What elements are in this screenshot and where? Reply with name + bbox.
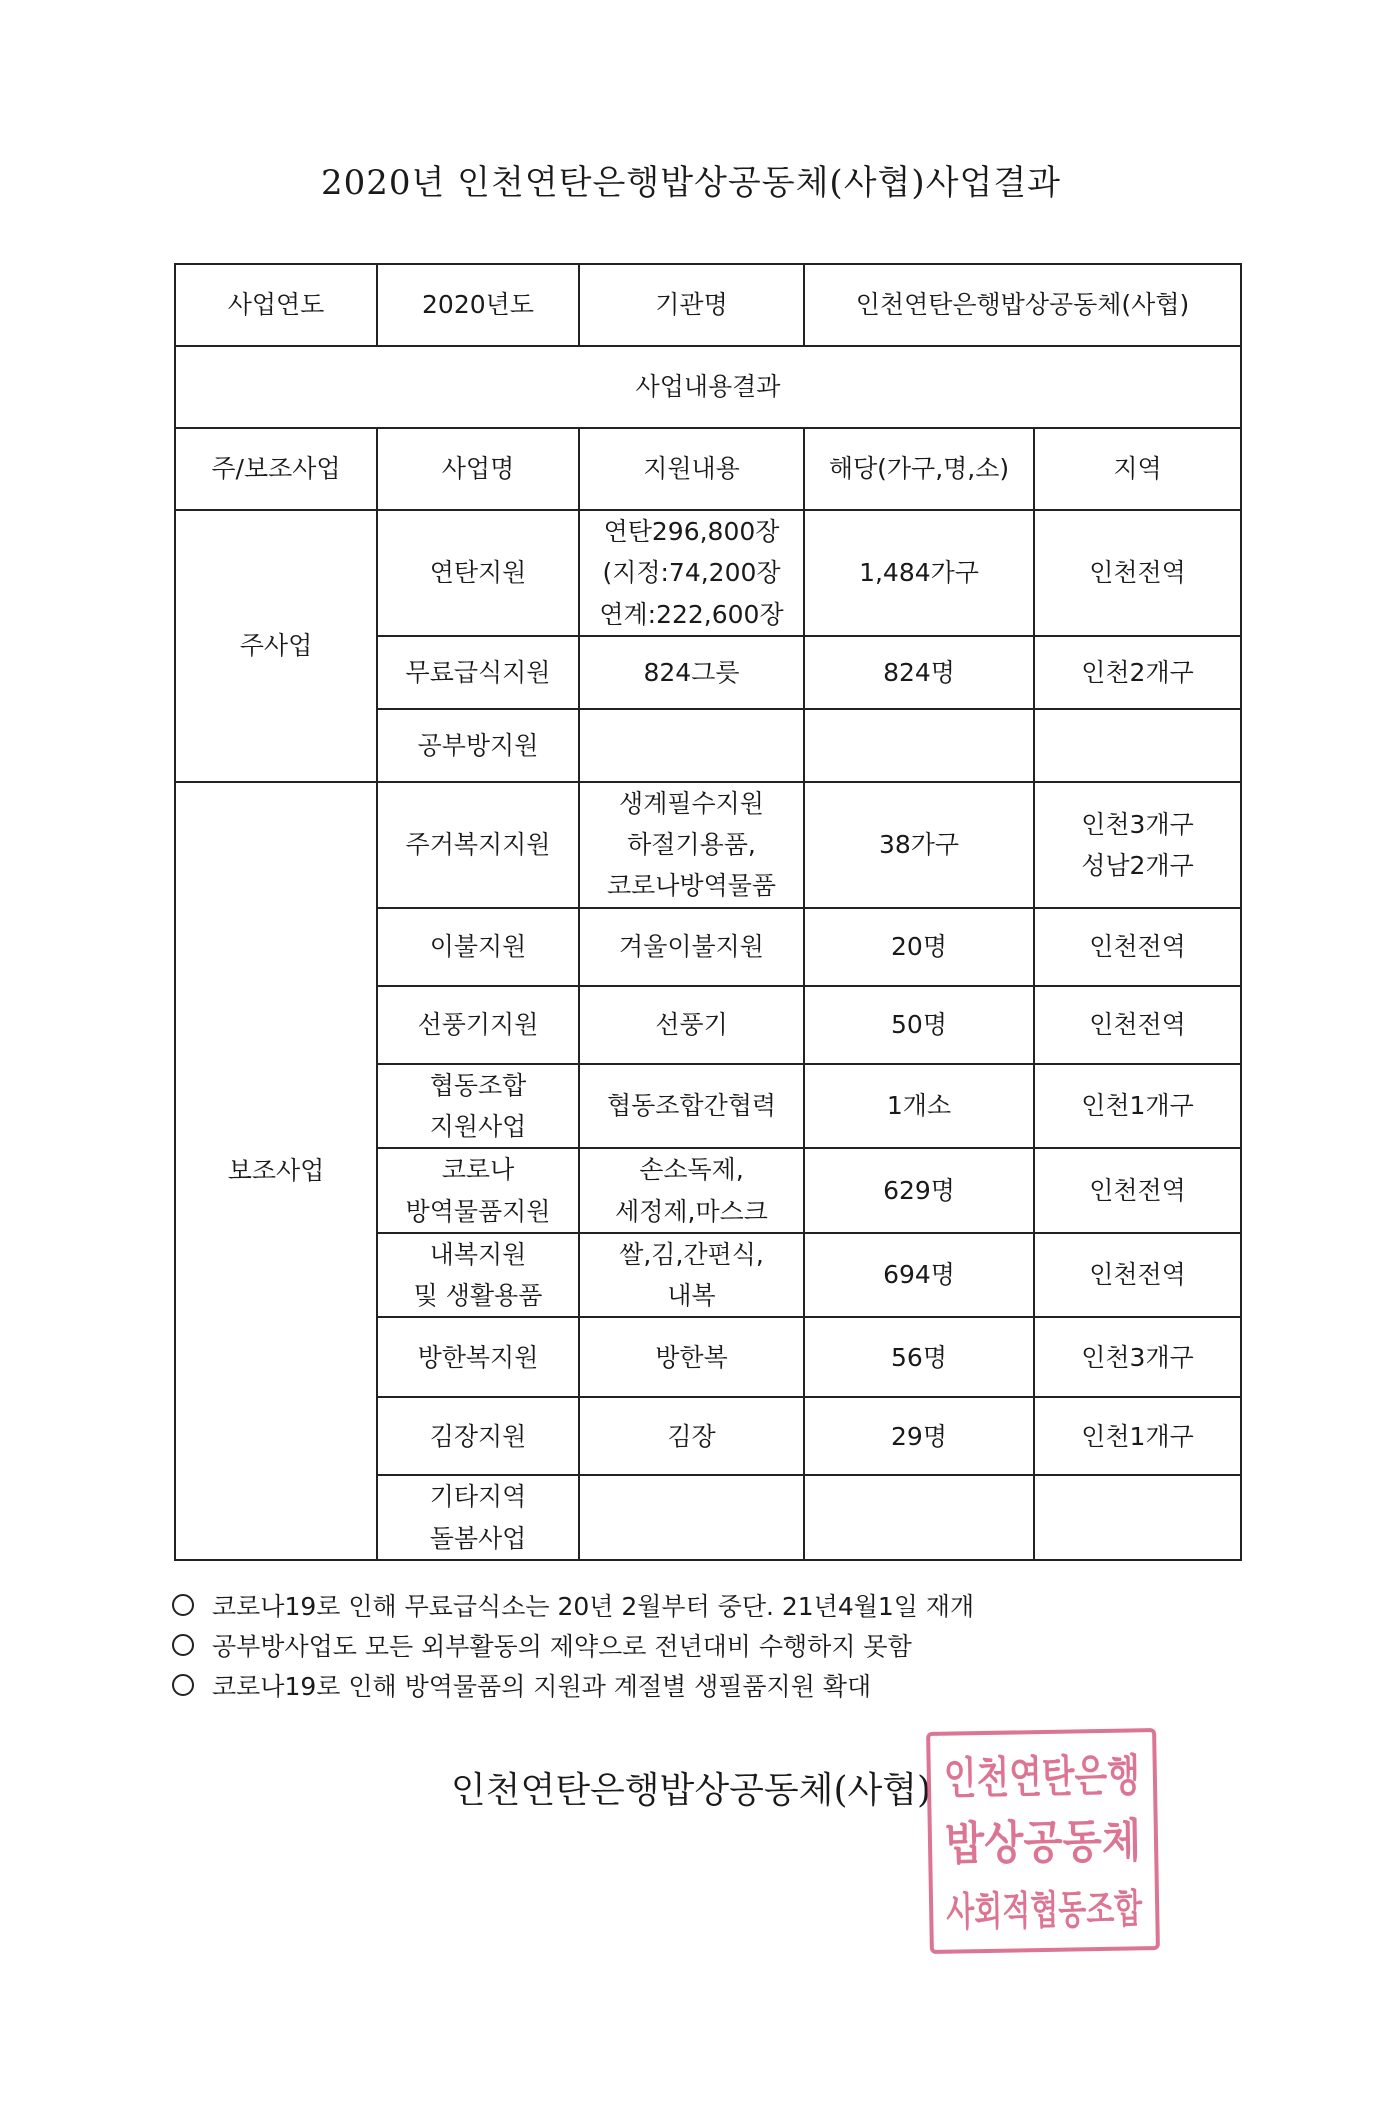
cell-line: 방역물품지원	[405, 1196, 551, 1226]
cell-line: 인천1개구	[1081, 1091, 1194, 1121]
cell-line: 내복	[667, 1281, 716, 1310]
beneficiary-count-cell	[804, 709, 1034, 782]
region-cell	[1034, 782, 1241, 908]
beneficiary-count-cell: 20명	[804, 908, 1034, 986]
cell-line: 김장지원	[429, 1421, 527, 1451]
beneficiary-count-cell: 50명	[804, 986, 1034, 1064]
support-content-cell	[579, 510, 804, 636]
cell-line: 인천3개구	[1081, 1342, 1194, 1372]
cell-line: 인천전역	[1089, 558, 1186, 588]
note-item	[172, 1665, 1322, 1705]
program-name-cell	[377, 986, 579, 1064]
beneficiary-count-cell: 29명	[804, 1397, 1034, 1475]
official-seal-icon	[926, 1728, 1218, 1954]
cell-line: 인천전역	[1089, 1260, 1186, 1290]
column-header: 지원내용	[579, 428, 804, 510]
circle-bullet-icon	[172, 1674, 194, 1696]
region-cell	[1034, 709, 1241, 782]
cell-line: 연탄296,800장	[603, 517, 780, 546]
cell-line: 코로나방역물품	[606, 871, 777, 901]
beneficiary-count-cell: 56명	[804, 1317, 1034, 1397]
support-content-cell	[579, 908, 804, 986]
note-text: 공부방사업도 모든 외부활동의 제약으로 전년대비 수행하지 못함	[212, 1632, 912, 1661]
program-name-cell	[377, 1397, 579, 1475]
beneficiary-count-cell: 1,484가구	[804, 510, 1034, 636]
cell-line: 내복지원	[429, 1239, 527, 1269]
support-content-cell	[579, 1233, 804, 1318]
support-content-cell	[579, 986, 804, 1064]
cell-line: 인천전역	[1089, 1175, 1186, 1205]
support-content-cell	[579, 636, 804, 709]
cell-line: 방한복지원	[417, 1342, 539, 1372]
cell-line: 및 생활용품	[413, 1281, 543, 1310]
cell-line: 손소독제,	[639, 1155, 744, 1185]
support-content-cell	[579, 1397, 804, 1475]
program-name-cell	[377, 709, 579, 782]
beneficiary-count-cell	[804, 1475, 1034, 1560]
cell-line: 무료급식지원	[405, 657, 551, 687]
cell-line: 코로나	[441, 1155, 515, 1185]
results-table	[174, 263, 1242, 1561]
support-content-cell	[579, 709, 804, 782]
region-cell	[1034, 908, 1241, 986]
column-header: 주/보조사업	[175, 428, 377, 510]
region-cell	[1034, 1233, 1241, 1318]
cell-line: 인천3개구	[1081, 809, 1194, 839]
seal-graphic	[930, 1732, 1218, 1950]
cell-line: 김장	[667, 1421, 716, 1451]
cell-line: 돌봄사업	[429, 1523, 527, 1553]
program-name-cell	[377, 1148, 579, 1233]
program-name-cell	[377, 1064, 579, 1149]
cell-line: 협동조합	[429, 1070, 527, 1100]
column-header: 해당(가구,명,소)	[804, 428, 1034, 510]
cell-line: 하절기용품,	[627, 830, 756, 860]
notes-list	[172, 1585, 1322, 1705]
cell-line: 824그릇	[643, 657, 740, 687]
organization-signature: 인천연탄은행밥상공동체(사협)	[450, 1770, 932, 1811]
cell-line: 지원사업	[429, 1112, 527, 1141]
program-name-cell	[377, 782, 579, 908]
header-row	[175, 264, 1241, 346]
cell-line: 연탄지원	[429, 558, 527, 588]
cell-line: 이불지원	[429, 932, 527, 962]
org-value: 인천연탄은행밥상공동체(사협)	[804, 264, 1241, 346]
note-item	[172, 1585, 1322, 1625]
region-cell	[1034, 636, 1241, 709]
beneficiary-count-cell: 1개소	[804, 1064, 1034, 1149]
region-cell	[1034, 510, 1241, 636]
support-content-cell	[579, 1475, 804, 1560]
cell-line: 방한복	[655, 1342, 728, 1372]
support-content-cell	[579, 1064, 804, 1149]
cell-line: 쌀,김,간편식,	[619, 1239, 764, 1269]
region-cell	[1034, 1317, 1241, 1397]
cell-line: 인천2개구	[1081, 657, 1194, 687]
note-text: 코로나19로 인해 방역물품의 지원과 계절별 생필품지원 확대	[212, 1672, 872, 1701]
cell-line: 선풍기지원	[417, 1010, 539, 1040]
region-cell	[1034, 986, 1241, 1064]
cell-line: 인천전역	[1089, 932, 1186, 962]
seal-line: 사회적협동조합	[945, 1883, 1218, 1936]
page-title: 2020년 인천연탄은행밥상공동체(사협)사업결과	[320, 163, 1062, 203]
support-content-cell	[579, 1317, 804, 1397]
group-label: 보조사업	[175, 782, 377, 1560]
region-cell	[1034, 1064, 1241, 1149]
program-name-cell	[377, 1475, 579, 1560]
circle-bullet-icon	[172, 1634, 194, 1656]
cell-line: 인천전역	[1089, 1010, 1186, 1040]
cell-line: 인천1개구	[1081, 1421, 1194, 1451]
beneficiary-count-cell: 38가구	[804, 782, 1034, 908]
column-header: 지역	[1034, 428, 1241, 510]
table-row	[175, 782, 1241, 908]
support-content-cell	[579, 782, 804, 908]
section-row	[175, 346, 1241, 428]
table-row	[175, 510, 1241, 636]
region-cell	[1034, 1148, 1241, 1233]
region-cell	[1034, 1475, 1241, 1560]
cell-line: 성남2개구	[1081, 850, 1194, 880]
region-cell	[1034, 1397, 1241, 1475]
cell-line: 겨울이불지원	[619, 932, 764, 962]
cell-line: 세정제,마스크	[615, 1196, 768, 1226]
cell-line: 생계필수지원	[619, 788, 764, 818]
seal-line: 인천연탄은행	[943, 1749, 1200, 1805]
cell-line: (지정:74,200장	[602, 558, 781, 588]
support-content-cell	[579, 1148, 804, 1233]
program-name-cell	[377, 1233, 579, 1318]
column-header-row	[175, 428, 1241, 510]
circle-bullet-icon	[172, 1594, 194, 1616]
section-title: 사업내용결과	[175, 346, 1241, 428]
cell-line: 주거복지지원	[405, 830, 551, 860]
column-header: 사업명	[377, 428, 579, 510]
program-name-cell	[377, 636, 579, 709]
note-text: 코로나19로 인해 무료급식소는 20년 2월부터 중단. 21년4월1일 재개	[212, 1592, 975, 1621]
seal-line: 밥상공동체	[944, 1812, 1168, 1871]
cell-line: 연계:222,600장	[599, 599, 784, 629]
program-name-cell	[377, 908, 579, 986]
note-item	[172, 1625, 1322, 1665]
program-name-cell	[377, 1317, 579, 1397]
beneficiary-count-cell: 824명	[804, 636, 1034, 709]
cell-line: 기타지역	[429, 1482, 527, 1512]
beneficiary-count-cell: 694명	[804, 1233, 1034, 1318]
org-label: 기관명	[579, 264, 804, 346]
cell-line: 공부방지원	[417, 730, 539, 760]
program-name-cell	[377, 510, 579, 636]
year-value: 2020년도	[377, 264, 579, 346]
beneficiary-count-cell: 629명	[804, 1148, 1034, 1233]
group-label: 주사업	[175, 510, 377, 782]
cell-line: 선풍기	[655, 1010, 728, 1040]
year-label: 사업연도	[175, 264, 377, 346]
cell-line: 협동조합간협력	[606, 1091, 777, 1121]
